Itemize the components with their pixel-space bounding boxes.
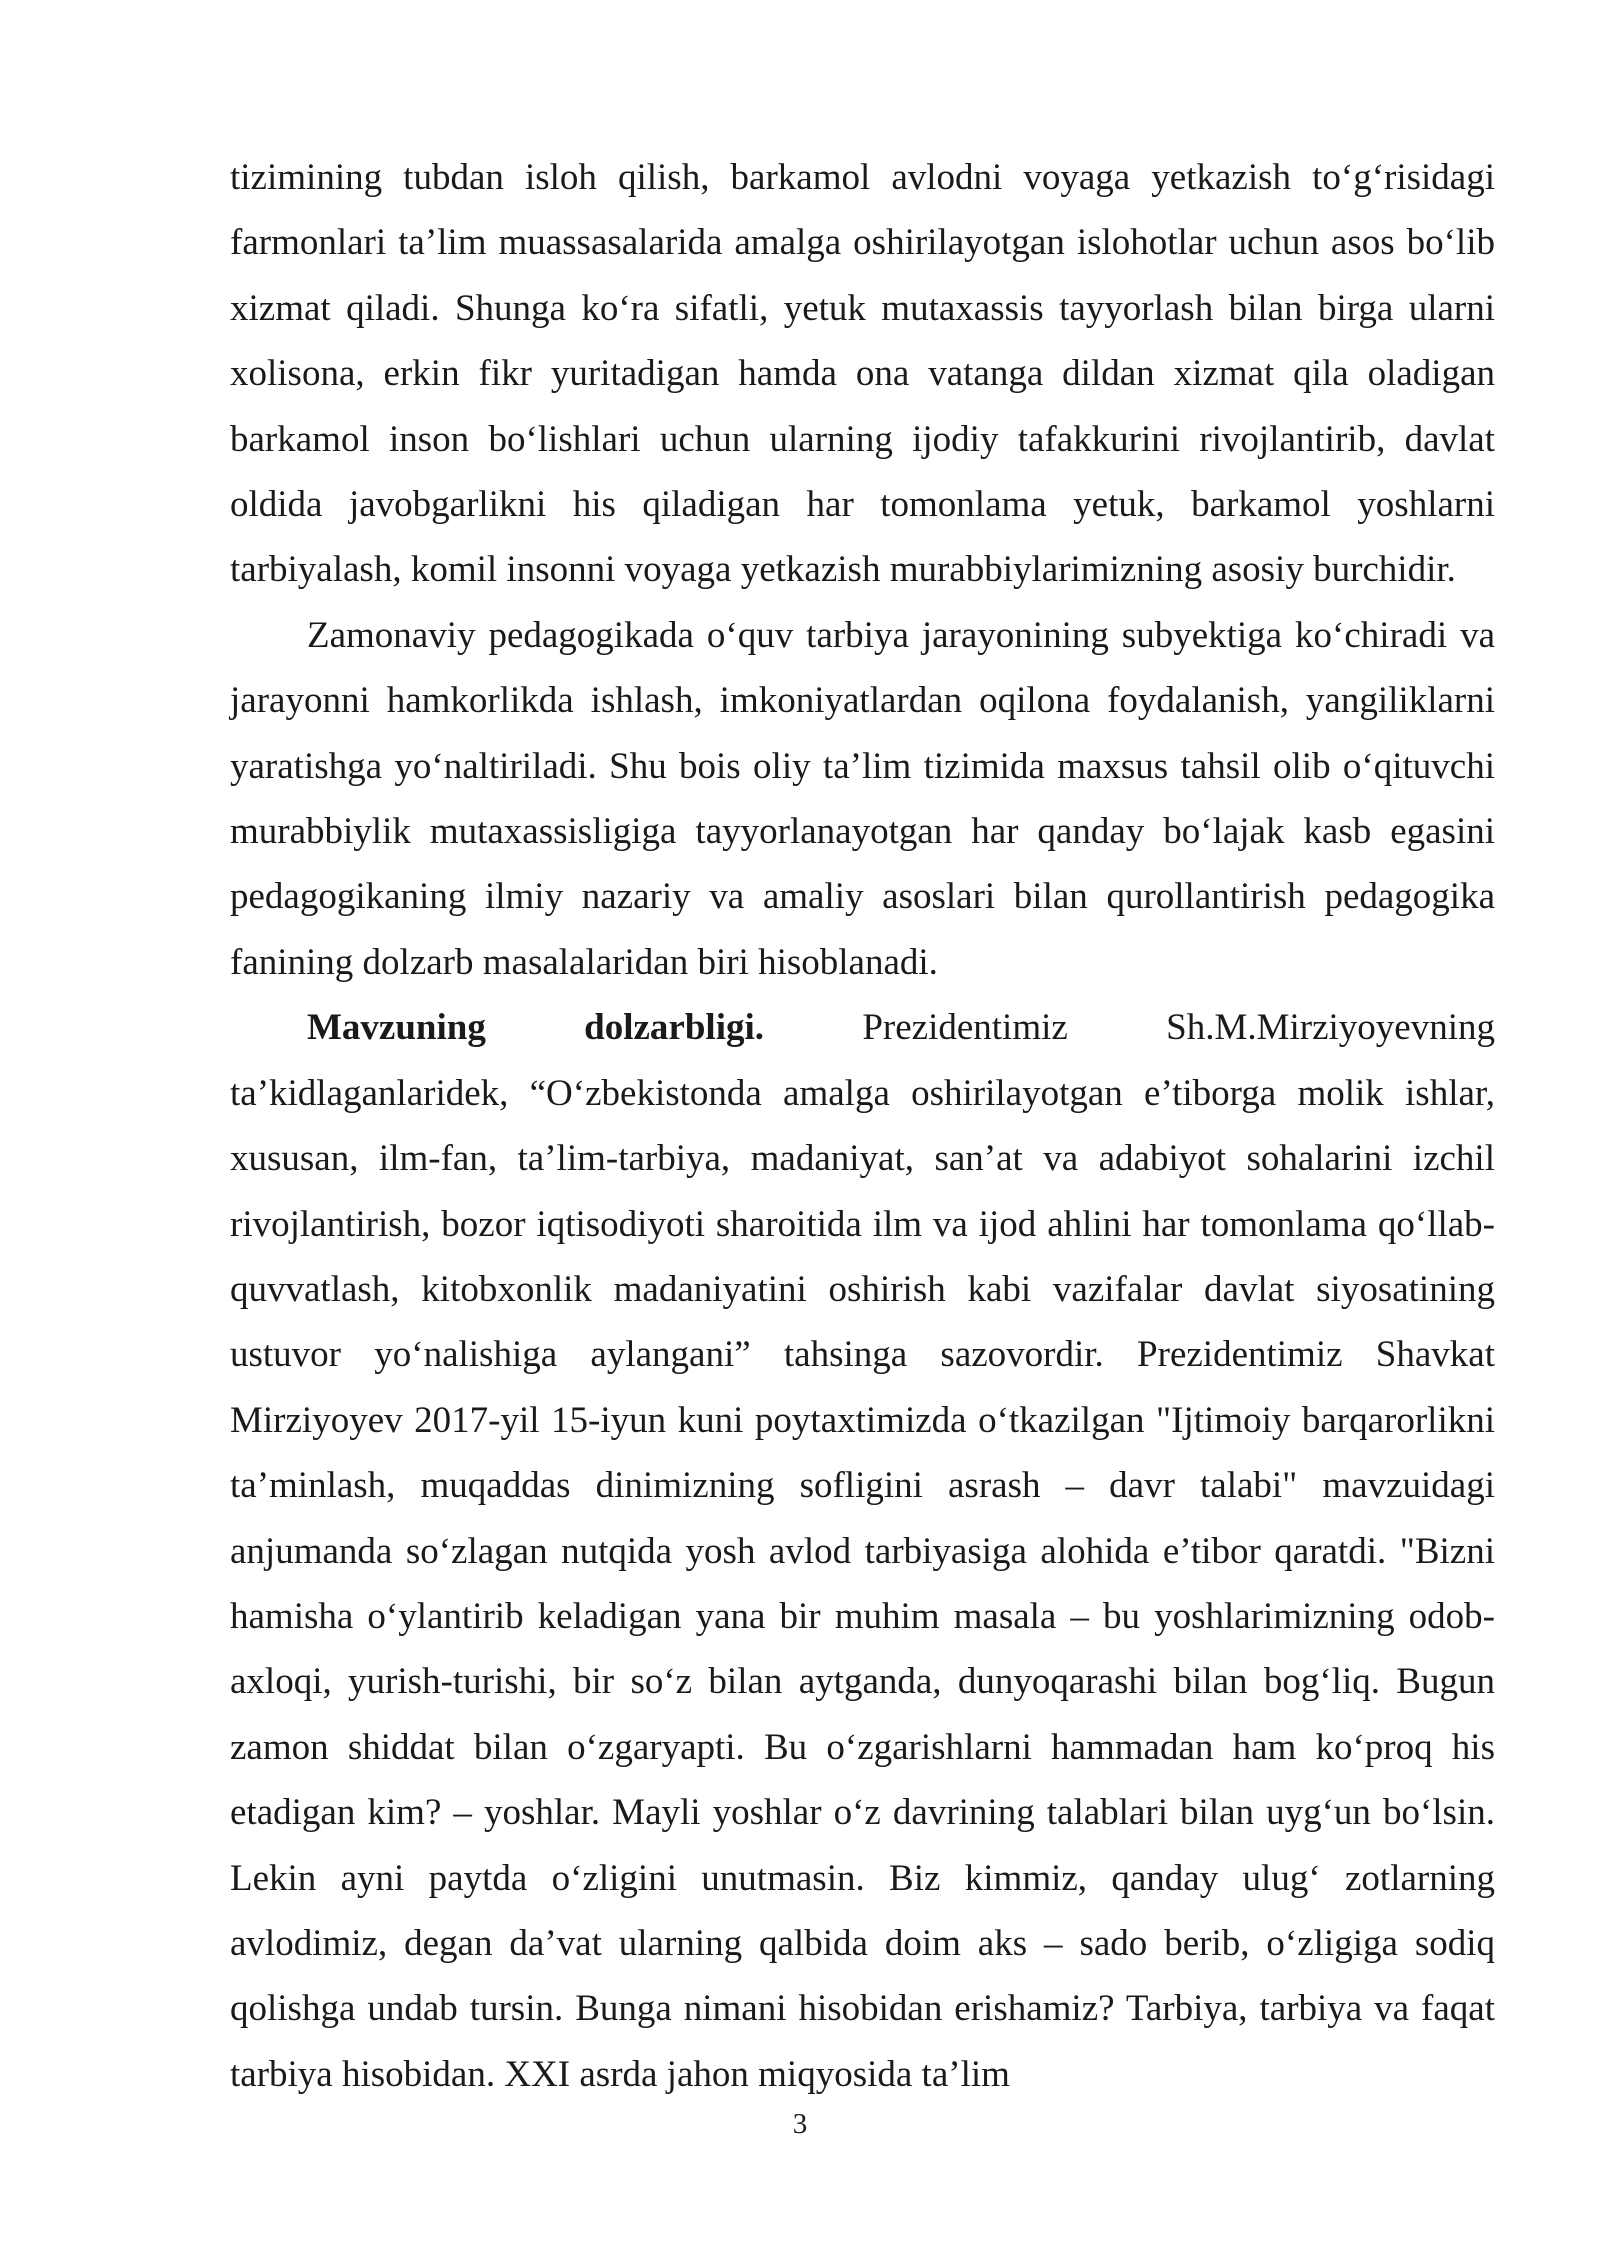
page-number: 3 [792, 2108, 808, 2140]
paragraph-1: tizimining tubdan isloh qilish, barkamol avlodni voyaga yetkazish to‘g‘risidagi farmonlari ta’lim muassasalarida amalga oshirilayotgan islohotlar uchun asos bo‘lib xizmat qiladi. Shunga ko‘ra sifatli, yetuk mutaxassis tayyorlash bilan birga ularni xolisona, erkin fikr yuritadigan hamda ona vatanga dildan xizmat qila oladigan barkamol inson bo‘lishlari uchun ularning ijodiy tafakkurini rivojlantirib, davlat oldida javobgarlikni his qiladigan har tomonlama yetuk, barkamol yoshlarni tarbiyalash, komil insonni voyaga yetkazish murabbiylarimizning asosiy burchidir. [230, 157, 1495, 591]
document-page [230, 145, 1495, 2107]
paragraph-3 [230, 995, 1495, 2107]
paragraph-2: Zamonaviy pedagogikada o‘quv tarbiya jarayonining subyektiga ko‘chiradi va jarayonni hamkorlikda ishlash, imkoniyatlardan oqilona foydalanish, yangiliklarni yaratishga yo‘naltiriladi. Shu bois oliy ta’lim tizimida maxsus tahsil olib o‘qituvchi murabbiylik mutaxassisligiga tayyorlanayotgan har qanday bo‘lajak kasb egasini pedagogikaning ilmiy nazariy va amaliy asoslari bilan qurollantirish pedagogika fanining dolzarb masalalaridan biri hisoblanadi. [230, 614, 1495, 983]
paragraph-3-body: Prezidentimiz Sh.M.Mirziyoyevning ta’kidlaganlaridek, “O‘zbekistonda amalga oshirilayotgan e’tiborga molik ishlar, xususan, ilm-fan, ta’lim-tarbiya, madaniyat, san’at va adabiyot sohalarini izchil rivojlantirish, bozor iqtisodiyoti sharoitida ilm va ijod ahlini har tomonlama qo‘llab-quvvatlash, kitobxonlik madaniyatini oshirish kabi vazifalar davlat siyosatining ustuvor yo‘nalishiga aylangani” tahsinga sazovordir. Prezidentimiz Shavkat Mirziyoyev 2017-yil 15-iyun kuni poytaxtimizda o‘tkazilgan "Ijtimoiy barqarorlikni ta’minlash, muqaddas dinimizning sofligini asrash – davr talabi" mavzuidagi anjumanda so‘zlagan nutqida yosh avlod tarbiyasiga alohida e’tibor qaratdi. "Bizni hamisha o‘ylantirib keladigan yana bir muhim masala – bu yoshlarimizning odob-axloqi, yurish-turishi, bir so‘z bilan aytganda, dunyoqarashi bilan bog‘liq. Bugun zamon shiddat bilan o‘zgaryapti. Bu o‘zgarishlarni hammadan ham ko‘proq his etadigan kim? – yoshlar. Mayli yoshlar o‘z davrining talablari bilan uyg‘un bo‘lsin. Lekin ayni paytda o‘zligini unutmasin. Biz kimmiz, qanday ulug‘ zotlarning avlodimiz, degan da’vat ularning qalbida doim aks – sado berib, o‘zligiga sodiq qolishga undab tursin. Bunga nimani hisobidan erishamiz? Tarbiya, tarbiya va faqat tarbiya hisobidan. XXI asrda jahon miqyosida ta’lim [230, 1007, 1495, 2095]
section-heading: Mavzuning dolzarbligi. [307, 1007, 765, 1049]
